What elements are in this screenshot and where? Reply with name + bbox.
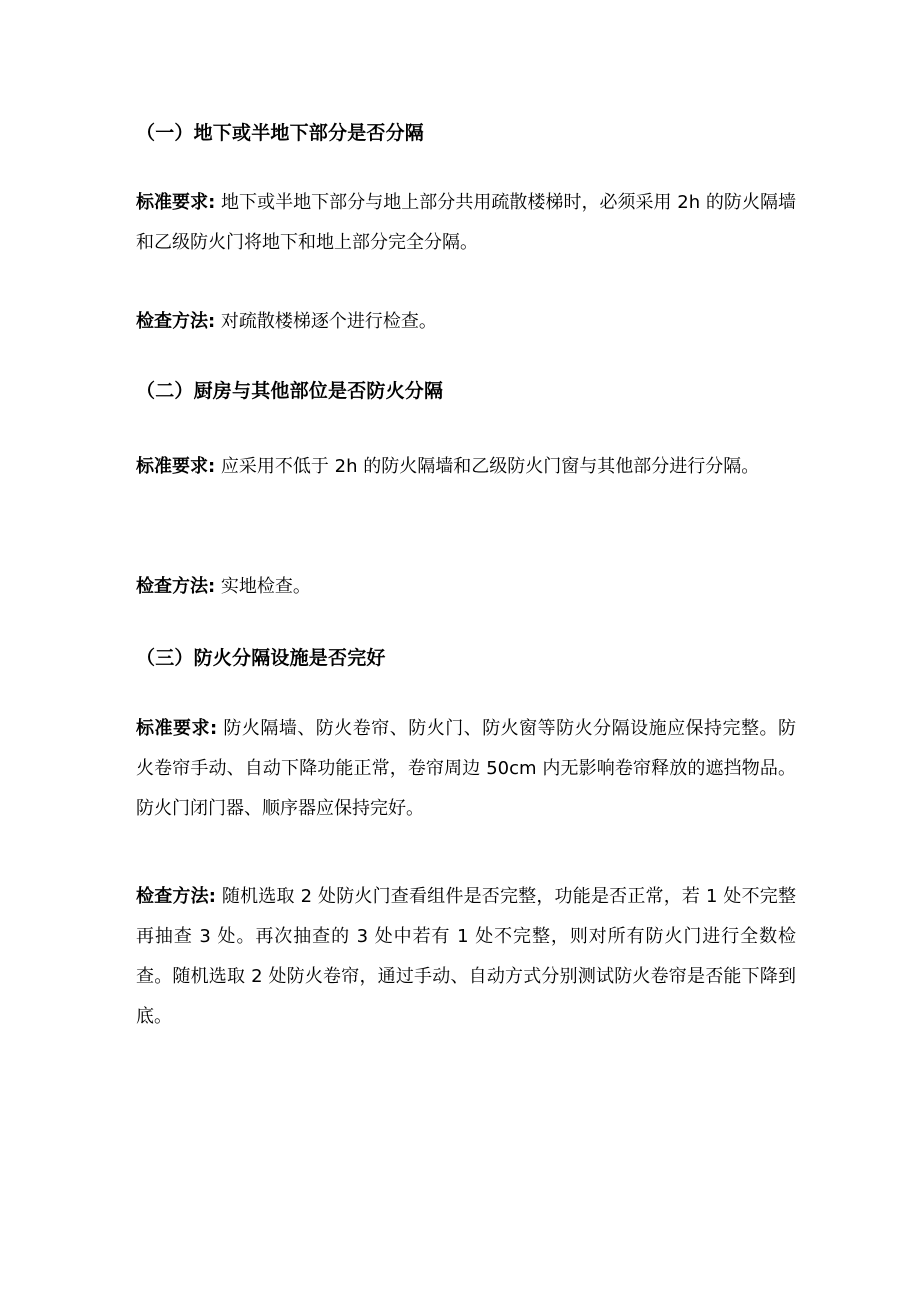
section-2-method-text: 实地检查。 — [215, 576, 311, 597]
section-3-method-label: 检查方法: — [136, 886, 216, 907]
section-2-standard — [136, 447, 796, 487]
section-2-heading: （二）厨房与其他部位是否防火分隔 — [136, 380, 444, 402]
section-1-standard-label: 标准要求: — [136, 192, 216, 213]
section-3-standard-label: 标准要求: — [136, 718, 218, 739]
section-3-method-text: 随机选取 2 处防火门查看组件是否完整，功能是否正常，若 1 处不完整再抽查 3 处。再次抽查的 3 处中若有 1 处不完整，则对所有防火门进行全数检查。随机选取 2 处防火卷帘，通过手动、自动方式分别测试防火卷帘是否能下降到底。 — [136, 886, 797, 1027]
section-2-standard-text: 应采用不低于 2h 的防火隔墙和乙级防火门窗与其他部分进行分隔。 — [215, 456, 760, 477]
section-1-standard — [136, 183, 796, 263]
section-3-standard — [136, 709, 796, 829]
section-3-standard-text: 防火隔墙、防火卷帘、防火门、防火窗等防火分隔设施应保持完整。防火卷帘手动、自动下降功能正常，卷帘周边 50cm 内无影响卷帘释放的遮挡物品。防火门闭门器、顺序器应保持完好。 — [136, 718, 797, 819]
section-1-standard-text: 地下或半地下部分与地上部分共用疏散楼梯时，必须采用 2h 的防火隔墙和乙级防火门将地下和地上部分完全分隔。 — [136, 192, 796, 253]
section-1-method-label: 检查方法: — [136, 311, 216, 332]
section-2-standard-label: 标准要求: — [136, 456, 216, 477]
section-2-method-label: 检查方法: — [136, 576, 216, 597]
section-2-method — [136, 567, 796, 607]
section-3-method — [136, 877, 796, 1037]
section-1-method-text: 对疏散楼梯逐个进行检查。 — [215, 311, 437, 332]
section-1-method — [136, 302, 796, 342]
section-3-heading: （三）防火分隔设施是否完好 — [136, 647, 386, 669]
section-1-heading: （一）地下或半地下部分是否分隔 — [136, 122, 425, 144]
